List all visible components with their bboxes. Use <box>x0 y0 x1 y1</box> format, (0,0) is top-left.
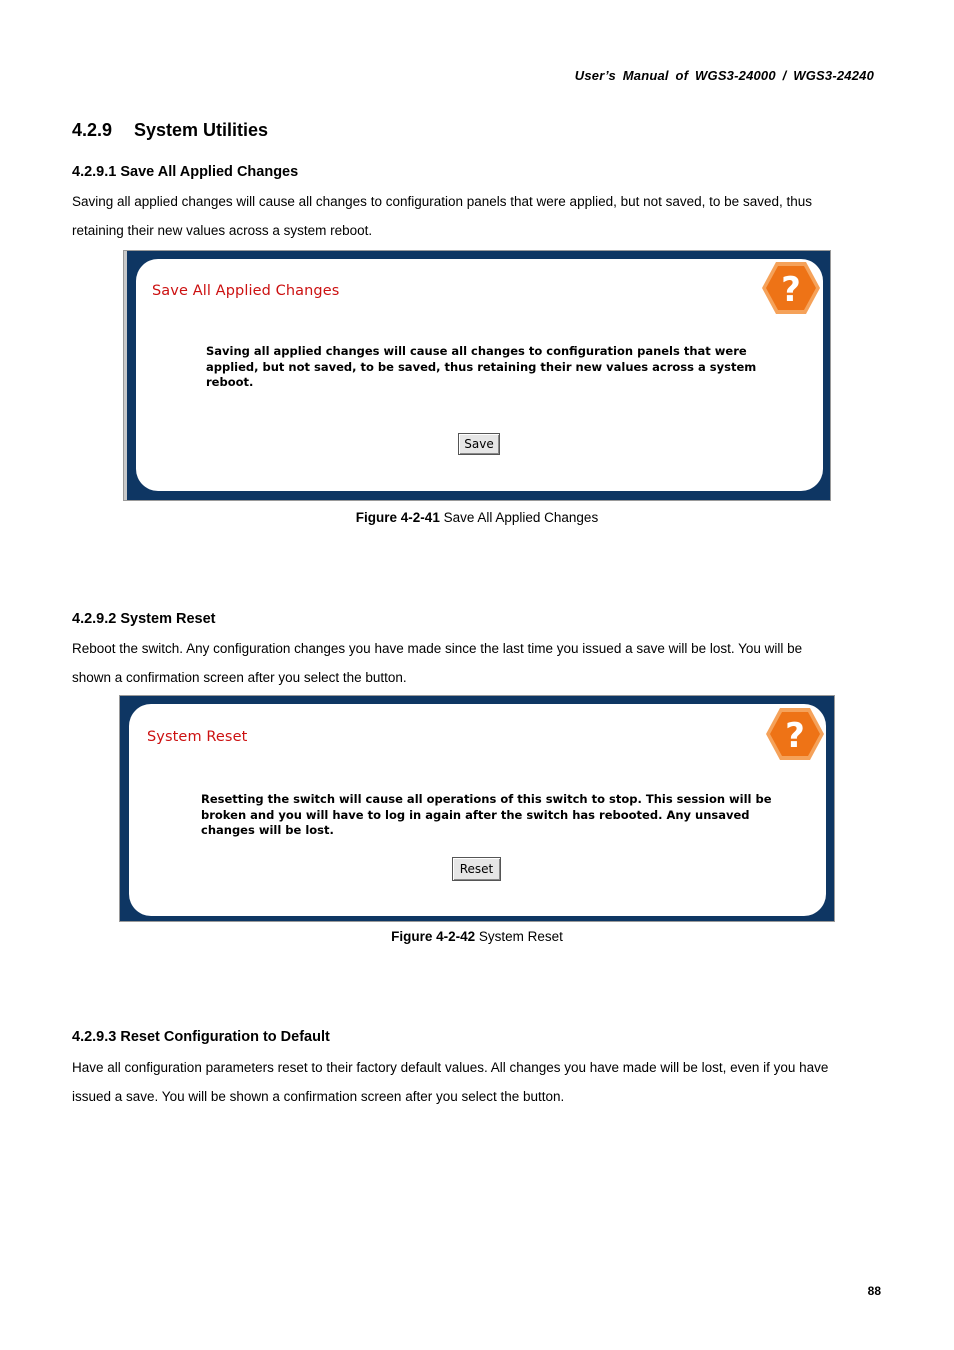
paragraph-line: Have all configuration parameters reset to their factory default values. All changes you have made will be lost, even if you have <box>72 1060 829 1075</box>
caption-label: Figure 4-2-41 <box>355 510 440 525</box>
panel-title: System Reset <box>147 729 248 745</box>
section-heading <box>72 120 268 141</box>
paragraph-reset <box>72 634 887 692</box>
panel-left-edge <box>124 251 127 500</box>
panel-text-line: Resetting the switch will cause all operations of this switch to stop. This session will be <box>201 792 772 806</box>
panel-description <box>206 344 756 391</box>
paragraph-reset-default <box>72 1053 887 1111</box>
panel-text-line: reboot. <box>206 375 254 389</box>
save-changes-screenshot <box>123 250 831 501</box>
section-title: System Utilities <box>134 120 269 140</box>
paragraph-line: shown a confirmation screen after you select the button. <box>72 670 407 685</box>
svg-text:?: ? <box>785 716 805 756</box>
panel-text-line: broken and you will have to log in again after the switch has rebooted. Any unsaved <box>201 807 750 822</box>
caption-text: Save All Applied Changes <box>439 510 599 525</box>
paragraph-line: Saving all applied changes will cause all changes to configuration panels that were applied, but not saved, to be saved, thus <box>72 194 812 209</box>
help-icon[interactable] <box>764 706 826 762</box>
panel-description <box>201 792 772 839</box>
paragraph-line: retaining their new values across a system reboot. <box>72 223 373 238</box>
subsection-heading-reset: 4.2.9.2 System Reset <box>72 611 216 627</box>
panel-text-line: Saving all applied changes will cause all changes to configuration panels that were <box>206 344 747 358</box>
caption-label: Figure 4-2-42 <box>391 929 476 944</box>
panel-text-line: applied, but not saved, to be saved, thus retaining their new values across a system <box>206 359 757 374</box>
subsection-heading-save: 4.2.9.1 Save All Applied Changes <box>72 164 299 180</box>
figure-caption-42 <box>0 929 954 944</box>
panel-title: Save All Applied Changes <box>152 283 340 299</box>
figure-caption-41 <box>0 510 954 525</box>
system-reset-screenshot <box>119 695 835 922</box>
paragraph-save <box>72 187 887 245</box>
panel-text-line: changes will be lost. <box>201 823 334 837</box>
svg-text:?: ? <box>781 270 801 310</box>
running-header: User’s Manual of WGS3-24000 / WGS3-24240 <box>574 68 874 83</box>
section-number: 4.2.9 <box>72 120 113 140</box>
page-number: 88 <box>867 1284 881 1298</box>
help-icon[interactable] <box>760 260 822 316</box>
save-button[interactable]: Save <box>458 433 500 455</box>
paragraph-line: issued a save. You will be shown a confirmation screen after you select the button. <box>72 1089 565 1104</box>
reset-button[interactable]: Reset <box>452 857 501 881</box>
paragraph-line: Reboot the switch. Any configuration changes you have made since the last time you issued a save will be lost. You will be <box>72 641 803 656</box>
subsection-heading-reset-default: 4.2.9.3 Reset Configuration to Default <box>72 1029 330 1045</box>
caption-text: System Reset <box>475 929 563 944</box>
